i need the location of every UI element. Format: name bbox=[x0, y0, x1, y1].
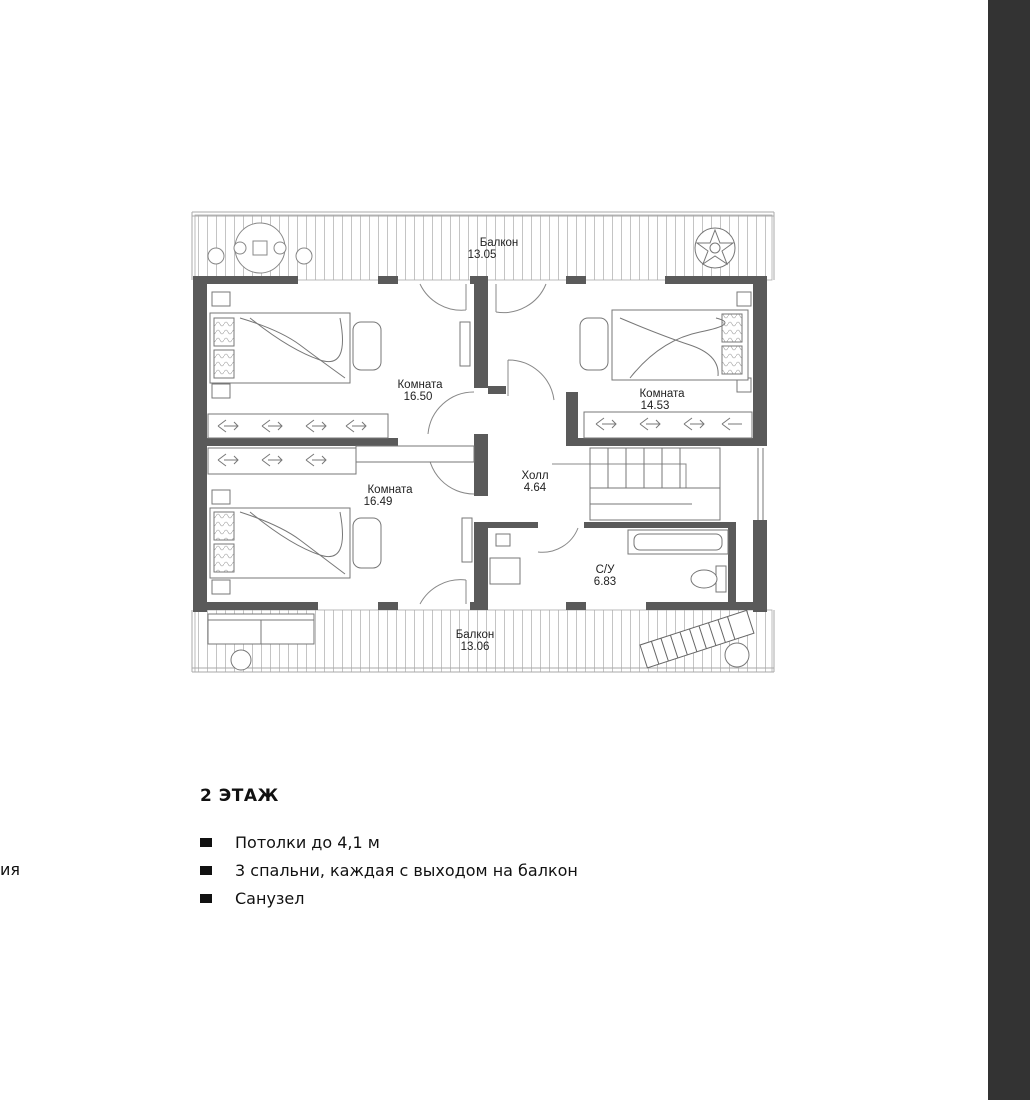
balcony-side-table-icon bbox=[231, 650, 251, 670]
bullet-icon bbox=[200, 866, 212, 875]
feature-text: Санузел bbox=[235, 888, 305, 908]
feature-item bbox=[200, 887, 304, 909]
balcony-top-area: 13.05 bbox=[467, 249, 497, 261]
room-3-name: Комната bbox=[367, 484, 413, 496]
feature-text: 3 спальни, каждая с выходом на балкон bbox=[235, 860, 578, 880]
hall-area: 4.64 bbox=[523, 482, 547, 494]
room-3-area: 16.49 bbox=[363, 496, 393, 508]
hall-name: Холл bbox=[521, 470, 549, 482]
room-2-area: 14.53 bbox=[640, 400, 670, 412]
right-edge-strip bbox=[988, 0, 1030, 1100]
floor-heading: 2 ЭТАЖ bbox=[200, 786, 279, 806]
wardrobe-room-1 bbox=[208, 414, 388, 438]
balcony-top-name: Балкон bbox=[479, 237, 519, 249]
bed-room-2 bbox=[612, 310, 748, 380]
bathroom-name: С/У bbox=[595, 564, 615, 576]
bed-room-3 bbox=[210, 508, 350, 578]
bed-room-1 bbox=[210, 313, 350, 383]
bathroom-area: 6.83 bbox=[593, 576, 617, 588]
room-1-area: 16.50 bbox=[403, 391, 433, 403]
bullet-icon bbox=[200, 894, 212, 903]
bullet-icon bbox=[200, 838, 212, 847]
balcony-bottom-area: 13.06 bbox=[460, 641, 490, 653]
plant-icon bbox=[695, 228, 735, 268]
wardrobe-room-2 bbox=[584, 412, 752, 438]
bathtub-icon bbox=[628, 530, 728, 554]
feature-item bbox=[200, 859, 578, 881]
feature-item bbox=[200, 831, 380, 853]
feature-text: Потолки до 4,1 м bbox=[235, 832, 380, 852]
balcony-bottom-name: Балкон bbox=[455, 629, 495, 641]
room-1-name: Комната bbox=[397, 379, 443, 391]
cropped-text: ия bbox=[0, 860, 21, 879]
lounger-table-icon bbox=[725, 643, 749, 667]
balcony-sofa-icon bbox=[208, 614, 314, 644]
room-2-name: Комната bbox=[639, 388, 685, 400]
